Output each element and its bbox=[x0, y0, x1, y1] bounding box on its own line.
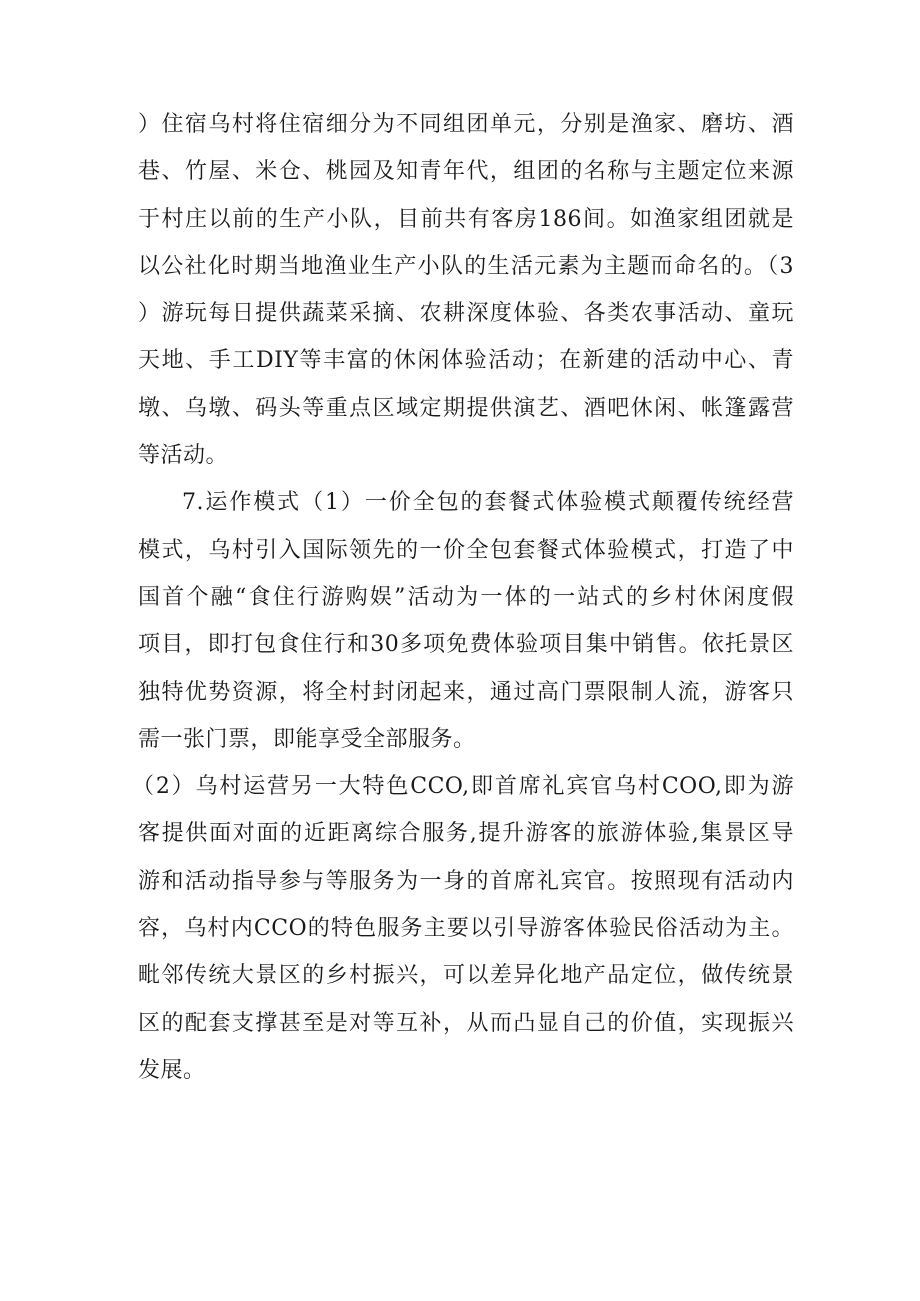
text-line: 以公社化时期当地渔业生产小队的生活元素为主题而命名的。（3 bbox=[138, 253, 794, 279]
text-line: 游和活动指导参与等服务为一身的首席礼宾官。按照现有活动内 bbox=[138, 868, 794, 894]
text-line: 容，乌村内CCO的特色服务主要以引导游客体验民俗活动为主。 bbox=[138, 916, 794, 942]
text-line: 区的配套支撑甚至是对等互补，从而凸显自己的价值，实现振兴 bbox=[138, 1010, 794, 1036]
text-line: 模式，乌村引入国际领先的一价全包套餐式体验模式，打造了中 bbox=[138, 537, 794, 563]
text-line: （2）乌村运营另一大特色CCO,即首席礼宾官乌村COO,即为游 bbox=[132, 774, 794, 800]
text-line: 等活动。 bbox=[138, 443, 229, 469]
paragraph-cco-service bbox=[132, 763, 794, 1094]
text-line: 巷、竹屋、米仓、桃园及知青年代，组团的名称与主题定位来源 bbox=[138, 159, 794, 185]
text-line: 发展。 bbox=[138, 1057, 206, 1083]
text-line: 墩、乌墩、码头等重点区域定期提供演艺、酒吧休闲、帐篷露营 bbox=[138, 395, 794, 421]
paragraph-operation-mode bbox=[138, 479, 794, 763]
text-line: 于村庄以前的生产小队，目前共有客房186间。如渔家组团就是 bbox=[138, 206, 794, 232]
text-line: 7.运作模式（1）一价全包的套餐式体验模式颠覆传统经营 bbox=[182, 490, 794, 516]
text-line: 毗邻传统大景区的乡村振兴，可以差异化地产品定位，做传统景 bbox=[138, 963, 794, 989]
text-line: 独特优势资源，将全村封闭起来，通过高门票限制人流，游客只 bbox=[138, 679, 794, 705]
paragraph-lodging-play bbox=[138, 101, 794, 479]
text-line: ）住宿乌村将住宿细分为不同组团单元，分别是渔家、磨坊、酒 bbox=[138, 112, 794, 137]
text-line: 项目，即打包食住行和30多项免费体验项目集中销售。依托景区 bbox=[138, 632, 794, 658]
text-line: 需一张门票，即能享受全部服务。 bbox=[138, 726, 476, 752]
text-line: 客提供面对面的近距离综合服务,提升游客的旅游体验,集景区导 bbox=[138, 821, 794, 847]
text-line: ）游玩每日提供蔬菜采摘、农耕深度体验、各类农事活动、童玩 bbox=[138, 301, 794, 327]
text-line: 国首个融“食住行游购娱”活动为一体的一站式的乡村休闲度假 bbox=[138, 584, 794, 610]
text-line: 天地、手工DIY等丰富的休闲体验活动；在新建的活动中心、青 bbox=[138, 348, 794, 374]
document-body bbox=[132, 101, 794, 1094]
